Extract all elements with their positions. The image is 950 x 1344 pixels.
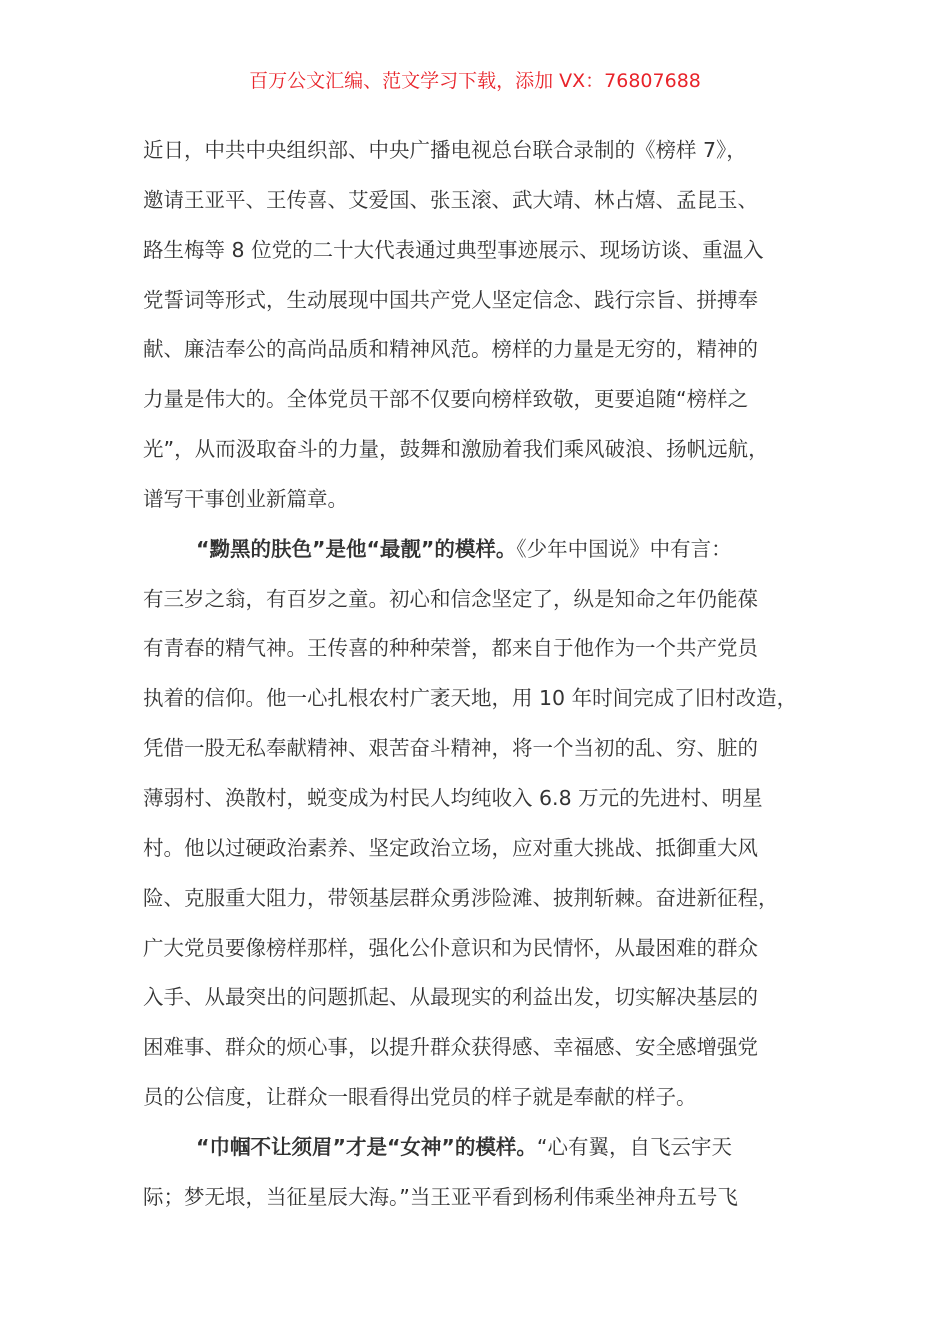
text-line: 谱写干事创业新篇章。 <box>143 486 348 511</box>
text-line: 近日，中共中央组织部、中央广播电视总台联合录制的《榜样 7》， <box>143 138 747 162</box>
text-line: 邀请王亚平、王传喜、艾爱国、张玉滚、武大靖、林占熺、孟昆玉、 <box>143 187 758 212</box>
watermark-header: 百万公文汇编、范文学习下载，添加 VX：76807688 <box>249 70 701 92</box>
text-line <box>143 525 843 575</box>
text-line: 力量是伟大的。全体党员干部不仅要向榜样致敬，更要追随“榜样之 <box>143 387 749 412</box>
text-line: 献、廉洁奉公的高尚品质和精神风范。榜样的力量是无穷的，精神的 <box>143 337 758 362</box>
document-body <box>143 126 843 1223</box>
text-line: 际；梦无垠，当征星辰大海。”当王亚平看到杨利伟乘坐神舟五号飞 <box>143 1184 738 1209</box>
text-span: “心有翼，自飞云宇天 <box>536 1134 733 1159</box>
paragraph-wang-chuanxi <box>143 525 843 1123</box>
section-heading: “黝黑的肤色”是他“最靓”的模样。 <box>196 536 517 561</box>
text-line: 广大党员要像榜样那样，强化公仆意识和为民情怀，从最困难的群众 <box>143 935 758 960</box>
text-line: 有青春的精气神。王传喜的种种荣誉，都来自于他作为一个共产党员 <box>143 636 758 661</box>
text-line: 村。他以过硬政治素养、坚定政治立场，应对重大挑战、抵御重大风 <box>143 835 758 860</box>
text-line: 党誓词等形式，生动展现中国共产党人坚定信念、践行宗旨、拼搏奉 <box>143 287 758 312</box>
text-line: 入手、从最突出的问题抓起、从最现实的利益出发，切实解决基层的 <box>143 985 758 1010</box>
text-line: 路生梅等 8 位党的二十大代表通过典型事迹展示、现场访谈、重温入 <box>143 237 764 262</box>
text-line: 险、克服重大阻力，带领基层群众勇涉险滩、披荆斩棘。奋进新征程， <box>143 885 779 910</box>
section-heading: “巾帼不让须眉”才是“女神”的模样。 <box>196 1134 537 1159</box>
paragraph-wang-yaping <box>143 1123 843 1223</box>
text-line: 光”，从而汲取奋斗的力量，鼓舞和激励着我们乘风破浪、扬帆远航， <box>143 437 769 462</box>
text-line: 员的公信度，让群众一眼看得出党员的样子就是奉献的样子。 <box>143 1085 697 1110</box>
text-line: 薄弱村、涣散村，蜕变成为村民人均纯收入 6.8 万元的先进村、明星 <box>143 785 763 810</box>
text-line: 有三岁之翁，有百岁之童。初心和信念坚定了，纵是知命之年仍能葆 <box>143 586 758 611</box>
paragraph-intro <box>143 126 843 525</box>
text-line: 凭借一股无私奉献精神、艰苦奋斗精神，将一个当初的乱、穷、脏的 <box>143 736 758 761</box>
text-line: 执着的信仰。他一心扎根农村广袤天地，用 10 年时间完成了旧村改造， <box>143 686 798 711</box>
text-line <box>143 1123 843 1173</box>
text-line: 困难事、群众的烦心事，以提升群众获得感、幸福感、安全感增强党 <box>143 1035 758 1060</box>
text-span: 《少年中国说》中有言： <box>516 536 732 561</box>
